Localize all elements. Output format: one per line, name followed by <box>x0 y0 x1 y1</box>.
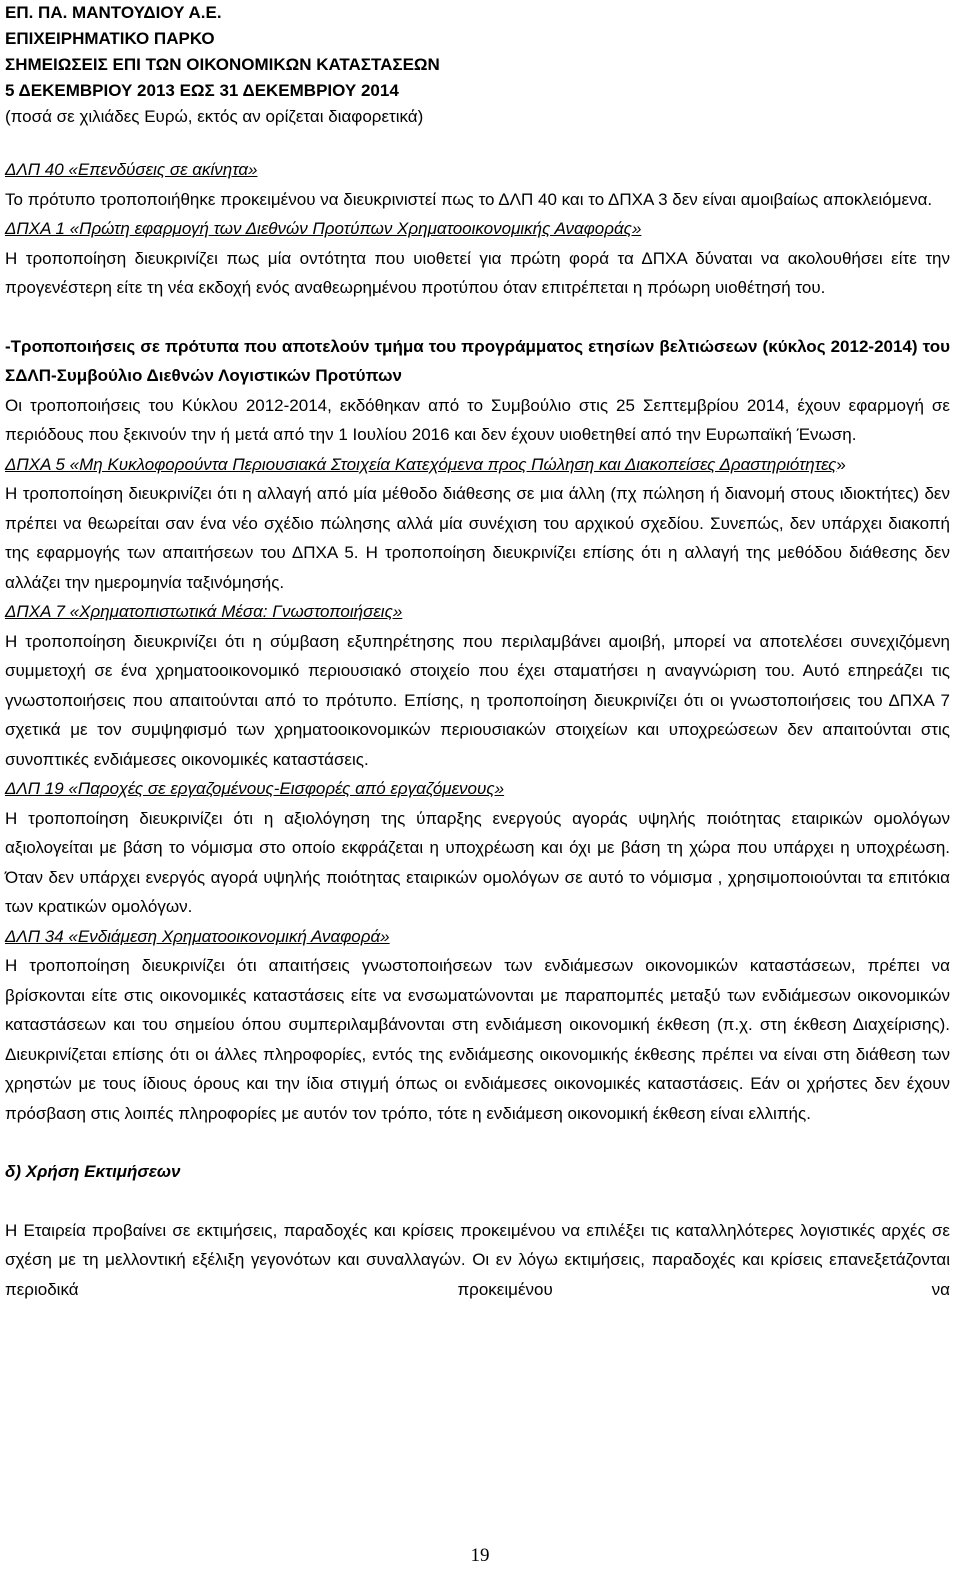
ifrs5-heading <box>5 450 950 480</box>
estimates-heading: δ) Χρήση Εκτιμήσεων <box>5 1162 181 1181</box>
spacer <box>5 1187 950 1216</box>
las19-text: Η τροποποίηση διευκρινίζει ότι η αξιολόγηση της ύπαρξης ενεργούς αγοράς υψηλής ποιότητας εταιρικών ομολόγων αξιολογείται με βάση το νόμισμα στο οποίο εκφράζεται η υποχρέωση και όχι με βάση τη χώρα που υπάρχει η υποχρέωση. Όταν δεν υπάρχει ενεργός αγορά υψηλής ποιότητας εταιρικών ομολόγων σε αυτό το νόμισμα , χρησιμοποιούνται τα επιτόκια των κρατικών ομολόγων. <box>5 808 950 916</box>
ifrs5-heading-title: ΔΠΧΑ 5 «Μη Κυκλοφορούντα Περιουσιακά Στοιχεία Κατεχόμενα προς Πώληση και Διακοπείσες Δραστηριότητες <box>5 454 837 474</box>
reporting-period: 5 ΔΕΚΕΜΒΡΙΟΥ 2013 ΕΩΣ 31 ΔΕΚΕΜΒΡΙΟΥ 2014 <box>5 81 399 100</box>
amounts-note: (ποσά σε χιλιάδες Ευρώ, εκτός αν ορίζεται διαφορετικά) <box>5 107 424 126</box>
document-body <box>5 155 950 1304</box>
ifrs1-heading: ΔΠΧΑ 1 «Πρώτη εφαρμογή των Διεθνών Προτύπων Χρηματοοικονομικής Αναφοράς» <box>5 219 642 238</box>
las19-heading: ΔΛΠ 19 «Παροχές σε εργαζομένους-Εισφορές από εργαζόμενους» <box>5 779 505 798</box>
spacer <box>5 303 950 332</box>
company-name: ΕΠ. ΠΑ. ΜΑΝΤΟΥΔΙΟΥ Α.Ε. <box>5 3 222 22</box>
las34-heading: ΔΛΠ 34 «Ενδιάμεση Χρηματοοικονομική Αναφορά» <box>5 926 390 946</box>
document-page <box>5 0 950 1304</box>
las40-text: Το πρότυπο τροποποιήθηκε προκειμένου να διευκρινιστεί πως το ΔΛΠ 40 και το ΔΠΧΑ 3 δεν είναι αμοιβαίως αποκλειόμενα. <box>5 189 933 209</box>
page-number: 19 <box>470 1545 490 1566</box>
ifrs5-heading-close: » <box>836 454 846 474</box>
las40-heading: ΔΛΠ 40 «Επενδύσεις σε ακίνητα» <box>5 160 258 179</box>
spacer <box>5 1128 950 1157</box>
las34-text: Η τροποποίηση διευκρινίζει ότι απαιτήσεις γνωστοποιήσεων των ενδιάμεσων οικονομικών καταστάσεων, πρέπει να βρίσκονται είτε στις οικονομικές καταστάσεις είτε να ενσωματώνονται με παραπομπές μεταξύ των ενδιάμεσων οικονομικών καταστάσεων και του σημείου όπου συμπεριλαμβάνονται στη ενδιάμεση οικονομική έκθεση (π.χ. στη έκθεση Διαχείρισης). Διευκρινίζεται επίσης ότι οι άλλες πληροφορίες, εντός της ενδιάμεσης οικονομικής έκθεσης πρέπει να είναι στη διάθεση των χρηστών με τους ίδιους όρους και την ίδια στιγμή όπως οι ενδιάμεσες οικονομικές καταστάσεις. Εάν οι χρήστες δεν έχουν πρόσβαση στις λοιπές πληροφορίες με αυτόν τον τρόπο, τότε η ενδιάμεση οικονομική έκθεση είναι ελλιπής. <box>5 956 950 1123</box>
ifrs7-heading: ΔΠΧΑ 7 «Χρηματοπιστωτικά Μέσα: Γνωστοποιήσεις» <box>5 602 403 621</box>
business-park: ΕΠΙΧΕΙΡΗΜΑΤΙΚΟ ΠΑΡΚΟ <box>5 29 215 48</box>
ifrs1-text: Η τροποποίηση διευκρινίζει πως μία οντότητα που υιοθετεί για πρώτη φορά τα ΔΠΧΑ δύναται να ακολουθήσει είτε την προγενέστερη είτε τη νέα εκδοχή ενός αναθεωρημένου προτύπου όταν επιτρέπεται η πρόωρη υιοθέτησή του. <box>5 248 950 297</box>
ifrs5-text: Η τροποποίηση διευκρινίζει ότι η αλλαγή από μία μέθοδο διάθεσης σε μια άλλη (πχ πώληση ή διανομή στους ιδιοκτήτες) δεν πρέπει να θεωρείται σαν ένα νέο σχέδιο πώλησης αλλά μία συνέχιση του αρχικού σχεδίου. Συνεπώς, δεν υπάρχει διακοπή της εφαρμογής των απαιτήσεων του ΔΠΧΑ 5. Η τροποποίηση διευκρινίζει επίσης ότι η αλλαγή της μεθόδου διάθεσης δεν αλλάζει την ημερομηνία ταξινόμησής. <box>5 484 950 592</box>
annual-improvements-text: Οι τροποποιήσεις του Κύκλου 2012-2014, εκδόθηκαν από το Συμβούλιο στις 25 Σεπτεμβρίου 2014, έχουν εφαρμογή σε περιόδους που ξεκινούν την ή μετά από την 1 Ιουλίου 2016 και δεν έχουν υιοθετηθεί από την Ευρωπαϊκή Ένωση. <box>5 395 950 444</box>
document-header <box>5 0 950 130</box>
notes-title: ΣΗΜΕΙΩΣΕΙΣ ΕΠΙ ΤΩΝ ΟΙΚΟΝΟΜΙΚΩΝ ΚΑΤΑΣΤΑΣΕΩΝ <box>5 55 440 74</box>
estimates-text: Η Εταιρεία προβαίνει σε εκτιμήσεις, παραδοχές και κρίσεις προκειμένου να επιλέξει τις καταλληλότερες λογιστικές αρχές σε σχέση με τη μελλοντική εξέλιξη γεγονότων και συναλλαγών. Οι εν λόγω εκτιμήσεις, παραδοχές και κρίσεις επανεξετάζονται περιοδικά προκειμένου να <box>5 1220 950 1299</box>
annual-improvements-heading: -Τροποποιήσεις σε πρότυπα που αποτελούν τμήμα του προγράμματος ετησίων βελτιώσεων (κύκλος 2012-2014) του ΣΔΛΠ-Συμβούλιο Διεθνών Λογιστικών Προτύπων <box>5 336 950 385</box>
ifrs7-text: Η τροποποίηση διευκρινίζει ότι η σύμβαση εξυπηρέτησης που περιλαμβάνει αμοιβή, μπορεί να αποτελέσει συνεχιζόμενη συμμετοχή σε ένα χρηματοοικονομικό περιουσιακό στοιχείο που έχει σταματήσει η αναγνώριση του. Αυτό επηρεάζει τις γνωστοποιήσεις που απαιτούνται από το πρότυπο. Επίσης, η τροποποίηση διευκρινίζει ότι οι γνωστοποιήσεις του ΔΠΧΑ 7 σχετικά με τον συμψηφισμό των χρηματοοικονομικών περιουσιακών στοιχείων και υποχρεώσεων δεν απαιτούνται στις συνοπτικές ενδιάμεσες οικονομικές καταστάσεις. <box>5 631 950 769</box>
